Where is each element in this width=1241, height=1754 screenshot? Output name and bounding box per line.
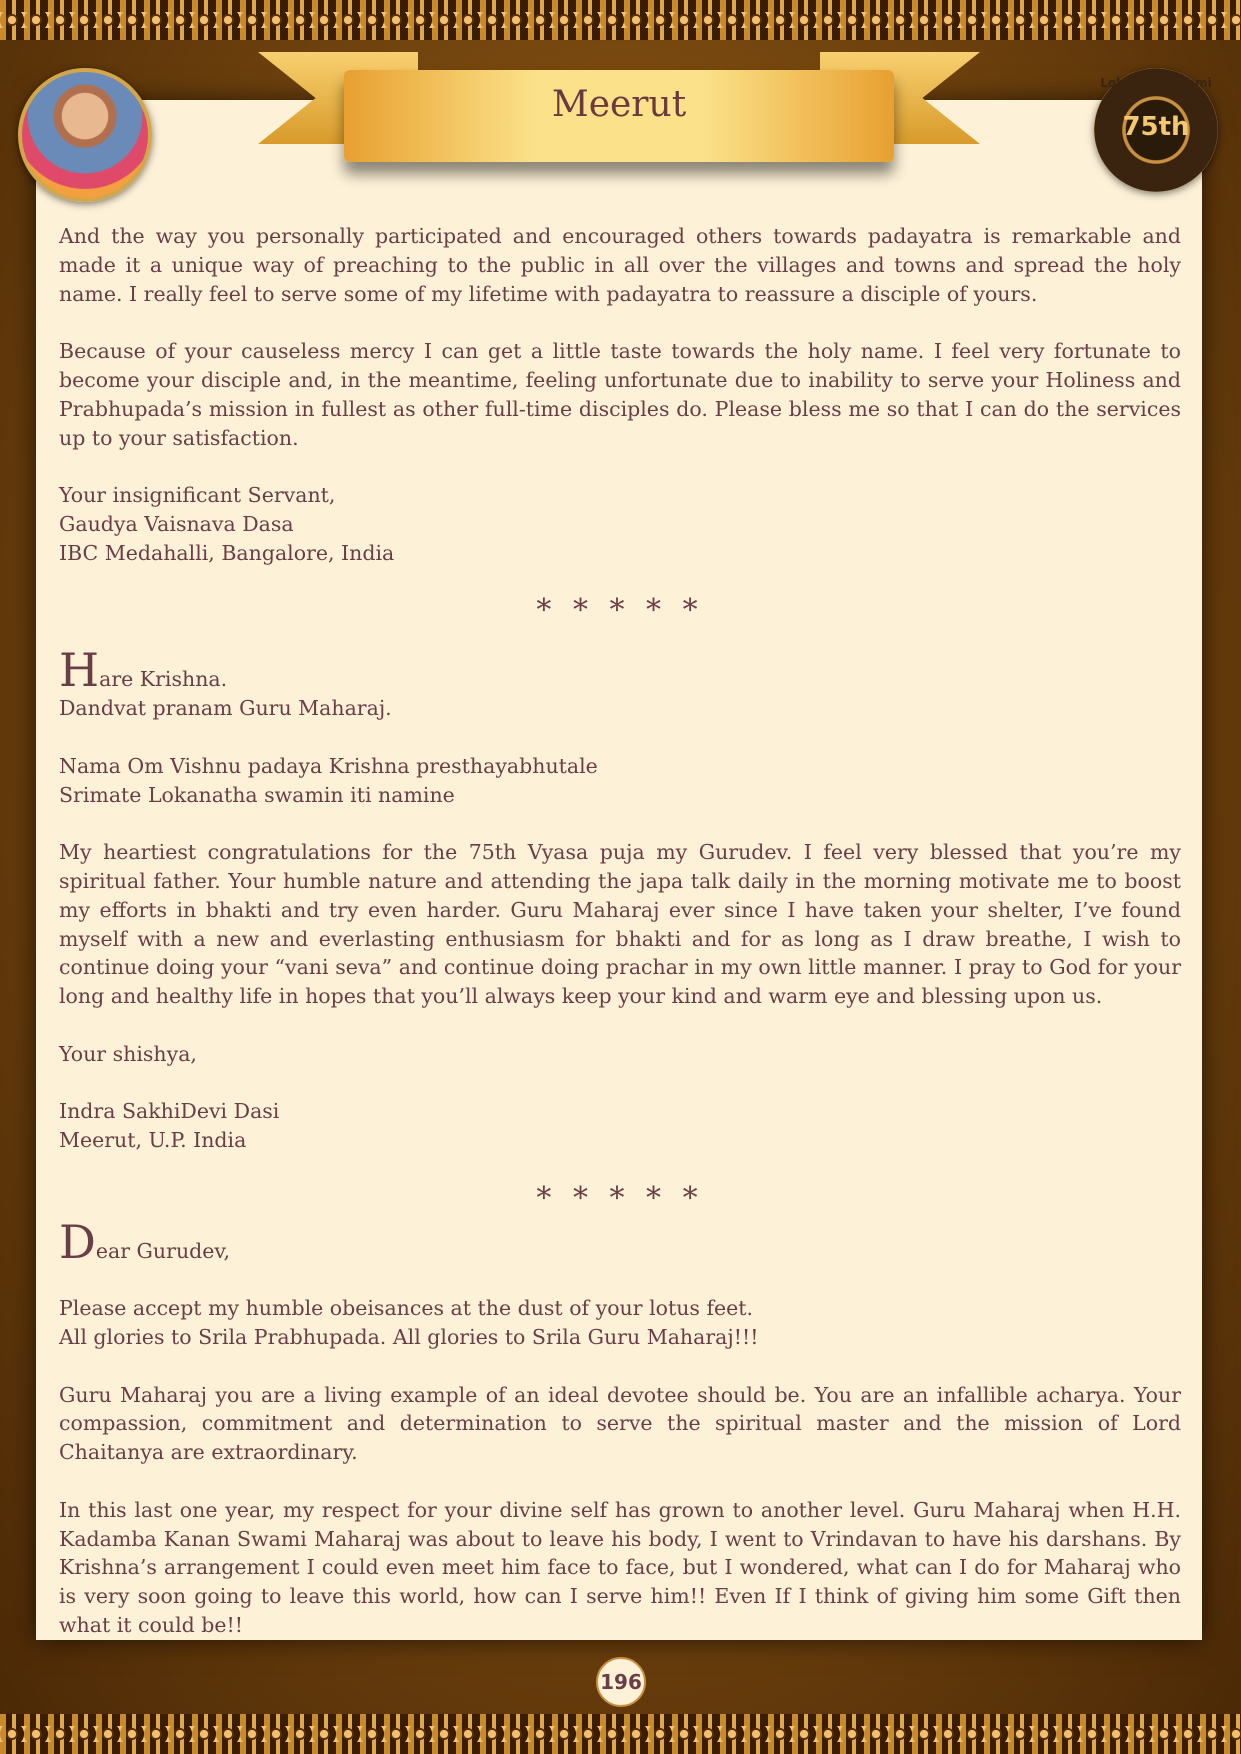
letter2-greeting [59, 643, 1181, 723]
letter3-paragraph-1: Guru Maharaj you are a living example of an ideal devotee should be. You are an infallible acharya. Your compassion, commitment and determination to serve the spiritual master and the mission of Lord Chaitanya are extraordinary. [59, 1382, 1181, 1465]
page-number: 196 [596, 1657, 646, 1707]
letter3-obeisances [59, 1294, 1181, 1352]
badge-bottom-text: Vyasa Puja [1118, 168, 1194, 182]
letter2-author-name: Indra SakhiDevi Dasi [59, 1099, 280, 1124]
letter3-line-2: All glories to Srila Prabhupada. All glories to Srila Guru Maharaj!!! [59, 1325, 759, 1350]
letter1-location: IBC Medahalli, Bangalore, India [59, 540, 395, 565]
letter3-dropcap: D [59, 1214, 96, 1269]
section-separator-2: * * * * * [536, 1180, 704, 1216]
page-title: Meerut [551, 84, 687, 125]
letter2-pranam: Dandvat pranam Guru Maharaj. [59, 696, 392, 721]
letter2-signature [59, 1097, 1181, 1155]
letter2-mantra [59, 752, 1181, 810]
letter1-paragraph-1: And the way you personally participated and encouraged others towards padayatra is remarkable and made it a unique way of preaching to the public in all over the villages and towns and spread the holy name. I really feel to serve some of my lifetime with padayatra to reassure a disciple of yours. [59, 224, 1181, 306]
letter1-closing: Your insignificant Servant, [59, 483, 336, 508]
letter3-paragraph-2: In this last one year, my respect for your divine self has grown to another level. Guru Maharaj when H.H. Kadamba Kanan Swami Maharaj was about to leave his body, I went to Vrindavan to have his darshans. By Krishna’s arrangement I could even meet him face to face, but I wondered, what can I do for Maharaj who is very soon going to leave this world, how can I serve him!! Even If I think of giving him some Gift then what it could be!! [59, 1497, 1181, 1638]
letter3-greeting-text: ear Gurudev, [95, 1238, 231, 1263]
title-ribbon [344, 70, 894, 162]
vyasa-puja-75th-badge [1094, 68, 1218, 192]
letter2-greeting-text: are Krishna. [99, 667, 228, 692]
letter3-line-1: Please accept my humble obeisances at the dust of your lotus feet. [59, 1296, 754, 1321]
decorative-border-top [0, 0, 1241, 40]
section-separator-1: * * * * * [536, 593, 704, 629]
letters-content [59, 222, 1181, 1669]
letter1-signature [59, 481, 1181, 567]
letter1-author-name: Gaudya Vaisnava Dasa [59, 511, 294, 536]
letter2-closing: Your shishya, [59, 1041, 197, 1066]
badge-number: 75th [1122, 112, 1190, 142]
letter3-greeting [59, 1214, 1181, 1269]
badge-top-text: Lokanath Swami [1100, 76, 1212, 90]
letter1-paragraph-2: Because of your causeless mercy I can get a little taste towards the holy name. I feel very fortunate to become your disciple and, in the meantime, feeling unfortunate due to inability to serve your Holiness and Prabhupada’s mission in fullest as other full-time disciples do. Please bless me so that I can do the services up to your satisfaction. [59, 339, 1181, 450]
letter2-dropcap: H [59, 643, 100, 698]
letter2-mantra-line-2: Srimate Lokanatha swamin iti namine [59, 782, 455, 807]
letter2-mantra-line-1: Nama Om Vishnu padaya Krishna presthayabhutale [59, 753, 598, 778]
decorative-border-bottom [0, 1714, 1241, 1754]
letter2-location: Meerut, U.P. India [59, 1128, 247, 1153]
letter2-body: My heartiest congratulations for the 75th Vyasa puja my Gurudev. I feel very blessed that you’re my spiritual father. Your humble nature and attending the japa talk daily in the morning motivate me to boost my efforts in bhakti and try even harder. Guru Maharaj ever since I have taken your shelter, I’ve found myself with a new and everlasting enthusiasm for bhakti and for as long as I draw breathe, I wish to continue doing your “vani seva” and continue doing prachar in my own little manner. I pray to God for your long and healthy life in hopes that you’ll always keep your kind and warm eye and blessing upon us. [59, 840, 1181, 1009]
guru-portrait-photo [18, 68, 152, 202]
